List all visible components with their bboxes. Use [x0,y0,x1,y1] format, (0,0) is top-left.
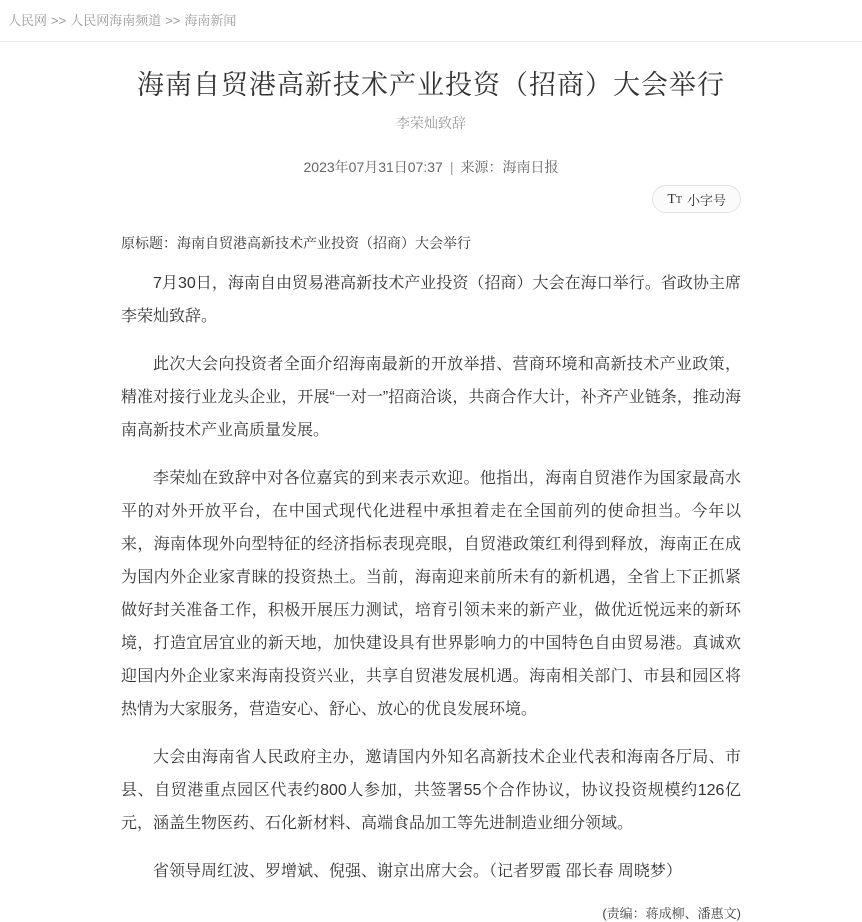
article-paragraph: 省领导周红波、罗增斌、倪强、谢京出席大会。（记者罗霞 邵长春 周晓梦） [153,863,682,881]
article-paragraph: 李荣灿在致辞中对各位嘉宾的到来表示欢迎。他指出，海南自贸港作为国家最高水平的对外开放平台，在中国式现代化进程中承担着走在全国前列的使命担当。今年以来，海南体现外向型特征的经济指标表现亮眼，自贸港政策红利得到释放，海南正在成为国内外企业家青睐的投资热土。当前，海南迎来前所未有的新机遇，全省上下正抓紧做好封关准备工作，积极开展压力测试，培育引领未来的新产业，做优近悦远来的新环境，打造宜居宜业的新天地，加快建设具有世界影响力的中国特色自由贸易港。真诚欢迎国内外企业家来海南投资兴业，共享自贸港发展机遇。海南相关部门、市县和园区将热情为大家服务，营造安心、舒心、放心的优良发展环境。 [121,470,741,719]
page-title: 海南自贸港高新技术产业投资（招商）大会举行 [137,70,725,100]
breadcrumb-separator: >> [165,13,181,28]
breadcrumb-link-hainan-channel[interactable]: 人民网海南频道 [70,13,162,28]
font-size-button[interactable] [652,185,741,213]
article-container [121,68,741,922]
article-paragraph: 7月30日，海南自由贸易港高新技术产业投资（招商）大会在海口举行。省政协主席李荣灿致辞。 [121,275,741,326]
article-body [121,267,741,888]
breadcrumb [0,0,862,42]
font-size-button-label: 小字号 [686,192,726,208]
breadcrumb-link-peoples-daily[interactable]: 人民网 [8,13,48,28]
publish-date: 2023年07月31日07:37 [303,159,443,176]
meta-separator: | [449,159,454,176]
font-size-icon: TT [667,191,682,207]
article-source: 来源：海南日报 [460,159,559,176]
article-subtitle: 李荣灿致辞 [396,115,466,132]
article-paragraph: 此次大会向投资者全面介绍海南最新的开放举措、营商环境和高新技术产业政策，精准对接行业龙头企业，开展“一对一”招商洽谈，共商合作大计，补齐产业链条，推动海南高新技术产业高质量发展。 [121,356,741,440]
breadcrumb-link-hainan-news[interactable]: 海南新闻 [184,13,237,28]
article-toolbar [121,185,741,213]
article-meta [121,157,741,177]
article-paragraph: 大会由海南省人民政府主办，邀请国内外知名高新技术企业代表和海南各厅局、市县、自贸港重点园区代表约800人参加，共签署55个合作协议，协议投资规模约126亿元，涵盖生物医药、石化新材料、高端食品加工等先进制造业细分领域。 [121,749,741,833]
breadcrumb-separator: >> [51,13,67,28]
original-title: 原标题：海南自贸港高新技术产业投资（招商）大会举行 [121,235,471,252]
editor-note: (责编：蒋成柳、潘惠文) [602,906,741,922]
